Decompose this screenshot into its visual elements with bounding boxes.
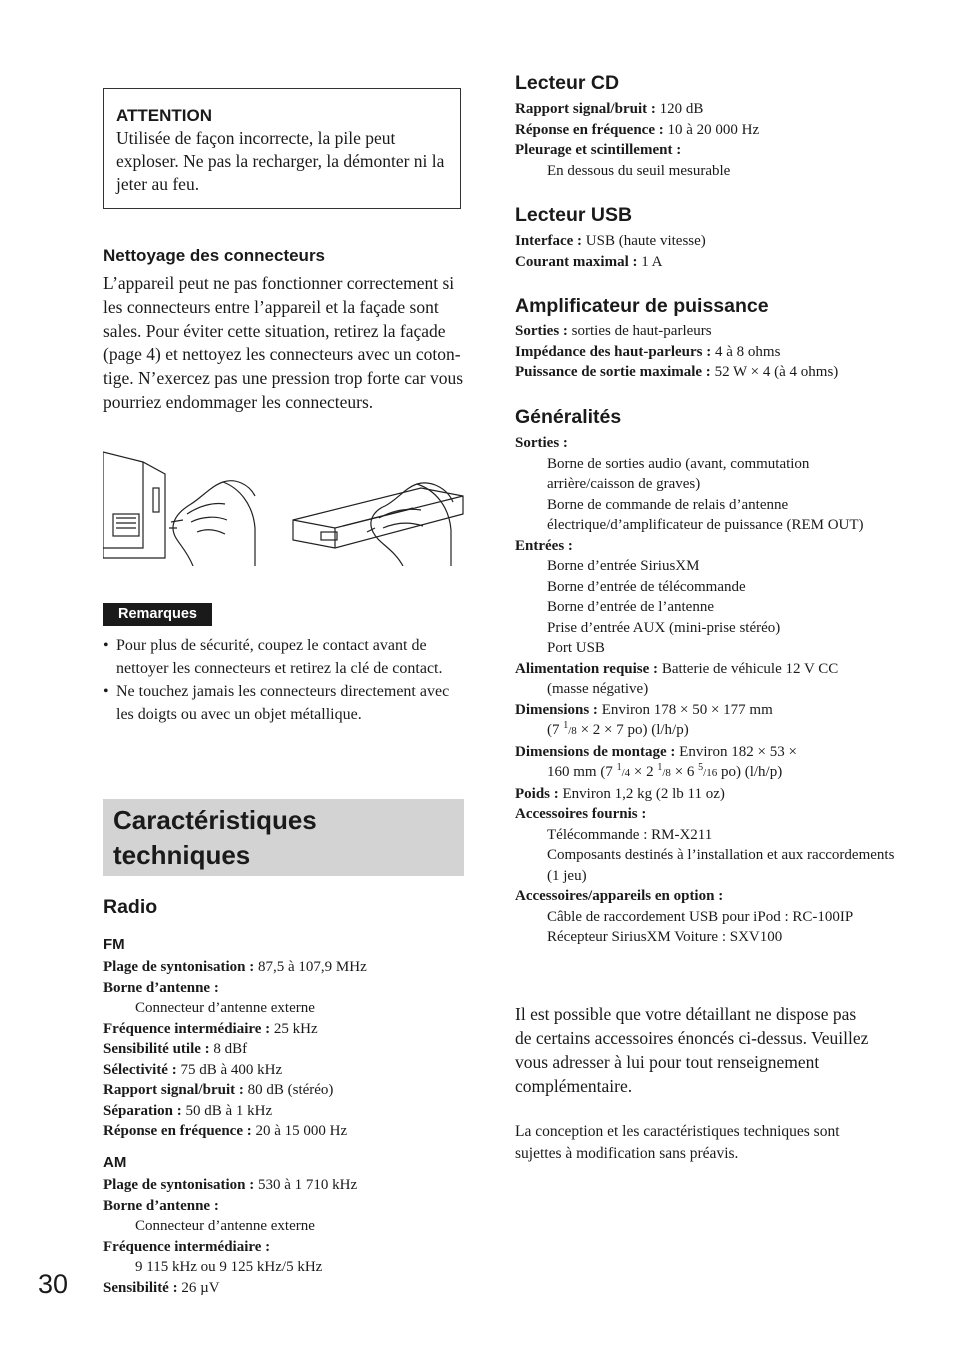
spec-value: Borne d’entrée de télécommande: [547, 578, 746, 595]
spec-label: Plage de syntonisation :: [103, 959, 255, 975]
text-fragment: 1: [657, 762, 663, 773]
spec-value: Connecteur d’antenne externe: [135, 1000, 315, 1016]
spec-label: Fréquence intermédiaire :: [103, 1020, 271, 1037]
text-fragment: (7: [547, 722, 564, 738]
spec-value: [515, 762, 895, 784]
spec-value: Borne de commande de relais d’antenne électrique/d’amplificateur de puissance (REM OUT): [547, 496, 864, 533]
spec-value: 75 dB à 400 kHz: [180, 1061, 283, 1078]
spec-value: [515, 720, 895, 742]
am-specs: [103, 1175, 463, 1298]
spec-value: Borne de sorties audio (avant, commutation arrière/caisson de graves): [547, 455, 810, 492]
spec-value: sorties de haut-parleurs: [571, 323, 712, 339]
spec-label: Impédance des haut-parleurs :: [515, 343, 712, 360]
spec-label: Rapport signal/bruit :: [515, 101, 656, 117]
amp-heading: Amplificateur de puissance: [515, 295, 769, 317]
amp-specs: [515, 321, 915, 383]
spec-value: Connecteur d’antenne externe: [135, 1218, 315, 1234]
spec-value: 87,5 à 107,9 MHz: [258, 959, 367, 975]
spec-label: Accessoires fournis :: [515, 806, 647, 822]
spec-value: 50 dB à 1 kHz: [185, 1102, 273, 1119]
spec-label: Poids :: [515, 785, 559, 802]
spec-label: Entrées :: [515, 537, 573, 554]
attention-box: [103, 88, 461, 209]
spec-label: Sorties :: [515, 435, 568, 451]
text-fragment: 160 mm (7: [547, 764, 617, 780]
page-number: 30: [38, 1269, 69, 1299]
spec-label: Réponse en fréquence :: [103, 1123, 252, 1139]
cd-heading: Lecteur CD: [515, 72, 620, 94]
spec-label: Plage de syntonisation :: [103, 1177, 255, 1193]
spec-label: Borne d’antenne :: [103, 979, 219, 996]
list-item: • Pour plus de sécurité, coupez le contact avant de nettoyer les connecteurs et retirez la clé de contact.: [103, 634, 465, 680]
spec-value: Environ 182 × 53 ×: [679, 743, 797, 760]
fm-specs: [103, 957, 463, 1142]
general-specs: [515, 433, 895, 948]
connector-cleaning-illustration: [103, 448, 465, 566]
section-header: [103, 799, 464, 876]
spec-label: Sorties :: [515, 323, 568, 339]
spec-label: Puissance de sortie maximale :: [515, 364, 711, 380]
spec-label: Réponse en fréquence :: [515, 121, 664, 138]
spec-label: Pleurage et scintillement :: [515, 142, 682, 158]
spec-value: Borne d’entrée SiriusXM: [547, 558, 700, 574]
spec-label: Alimentation requise :: [515, 660, 659, 677]
spec-value: Environ 178 × 50 × 177 mm: [601, 701, 773, 718]
spec-value: Télécommande : RM-X211: [547, 826, 713, 843]
spec-label: Sensibilité utile :: [103, 1041, 210, 1057]
spec-label: Rapport signal/bruit :: [103, 1082, 244, 1098]
section-title-line1: Caractéristiques: [113, 805, 317, 835]
text-fragment: /4: [621, 767, 631, 779]
text-fragment: × 2 × 7 po) (l/h/p): [576, 722, 689, 738]
radio-heading: Radio: [103, 896, 158, 918]
spec-value: 10 à 20 000 Hz: [667, 121, 760, 138]
spec-value: 52 W × 4 (à 4 ohms): [714, 364, 839, 380]
spec-label: Séparation :: [103, 1102, 182, 1119]
spec-label: Sélectivité :: [103, 1061, 177, 1078]
section-title-line2: techniques: [113, 840, 251, 870]
spec-value: Batterie de véhicule 12 V CC: [661, 660, 839, 677]
closing-paragraph-1: Il est possible que votre détaillant ne dispose pas de certains accessoires énoncés ci-dessus. Veuillez vous adresser à lui pour tout renseignement complémentaire.: [515, 1004, 869, 1096]
spec-value: Port USB: [547, 640, 605, 656]
usb-heading: Lecteur USB: [515, 204, 633, 226]
spec-value: Prise d’entrée AUX (mini-prise stéréo): [547, 619, 781, 636]
spec-value: 120 dB: [659, 101, 704, 117]
spec-value: 530 à 1 710 kHz: [258, 1177, 358, 1193]
text-fragment: /16: [703, 767, 718, 779]
cd-specs: [515, 99, 895, 181]
spec-label: Sensibilité :: [103, 1279, 178, 1296]
spec-label: Dimensions de montage :: [515, 743, 676, 760]
spec-label: Fréquence intermédiaire :: [103, 1238, 271, 1255]
spec-value: Récepteur SiriusXM Voiture : SXV100: [547, 929, 783, 945]
cleaning-heading: Nettoyage des connecteurs: [103, 246, 326, 265]
spec-value: 1 A: [641, 253, 663, 270]
usb-specs: [515, 231, 895, 272]
text-fragment: 1: [616, 762, 622, 773]
text-fragment: /8: [662, 767, 671, 779]
fm-heading: FM: [103, 936, 125, 953]
spec-value: Câble de raccordement USB pour iPod : RC-100IP: [547, 908, 854, 925]
spec-label: Borne d’antenne :: [103, 1197, 219, 1214]
notes-label: Remarques: [103, 603, 212, 626]
attention-title: ATTENTION: [116, 106, 213, 125]
am-heading: AM: [103, 1154, 127, 1171]
spec-value: 20 à 15 000 Hz: [255, 1123, 348, 1139]
spec-value: 25 kHz: [273, 1020, 318, 1037]
text-fragment: po) (l/h/p): [717, 764, 783, 780]
spec-value: Environ 1,2 kg (2 lb 11 oz): [562, 785, 725, 802]
spec-value: 80 dB (stéréo): [247, 1082, 334, 1098]
spec-value: 26 µV: [181, 1279, 220, 1296]
attention-text: Utilisée de façon incorrecte, la pile peut exploser. Ne pas la recharger, la démonter ni la jeter au feu.: [116, 128, 445, 194]
spec-label: Dimensions :: [515, 701, 598, 718]
cleaning-text: L’appareil peut ne pas fonctionner correctement si les connecteurs entre l’appareil et la façade sont sales. Pour éviter cette situation, retirez la façade (page 4) et nettoyez les connecteurs avec un coton-tige. N’exercez pas une pression trop forte car vous pourriez endommager les connecteurs.: [103, 273, 464, 412]
spec-label: Courant maximal :: [515, 253, 638, 270]
spec-label: Interface :: [515, 233, 583, 249]
closing-paragraph-2: La conception et les caractéristiques techniques sont sujettes à modification sans préavis.: [515, 1123, 840, 1162]
text-fragment: /8: [568, 725, 577, 737]
text-fragment: × 6: [670, 764, 699, 780]
spec-value: En dessous du seuil mesurable: [547, 162, 731, 179]
spec-value: Borne d’entrée de l’antenne: [547, 599, 714, 615]
spec-value: 8 dBf: [213, 1041, 248, 1057]
spec-value: (masse négative): [547, 681, 649, 697]
notes-list: [103, 634, 465, 726]
general-heading: Généralités: [515, 406, 622, 428]
spec-value: 9 115 kHz ou 9 125 kHz/5 kHz: [135, 1259, 323, 1275]
text-fragment: × 2: [630, 764, 658, 780]
list-item: • Ne touchez jamais les connecteurs directement avec les doigts ou avec un objet métallique.: [103, 680, 465, 726]
text-fragment: 5: [698, 762, 704, 773]
spec-value: Composants destinés à l’installation et aux raccordements (1 jeu): [547, 847, 895, 884]
spec-value: USB (haute vitesse): [585, 233, 706, 249]
spec-label: Accessoires/appareils en option :: [515, 888, 724, 904]
text-fragment: 1: [563, 720, 569, 731]
spec-value: 4 à 8 ohms: [715, 343, 781, 360]
